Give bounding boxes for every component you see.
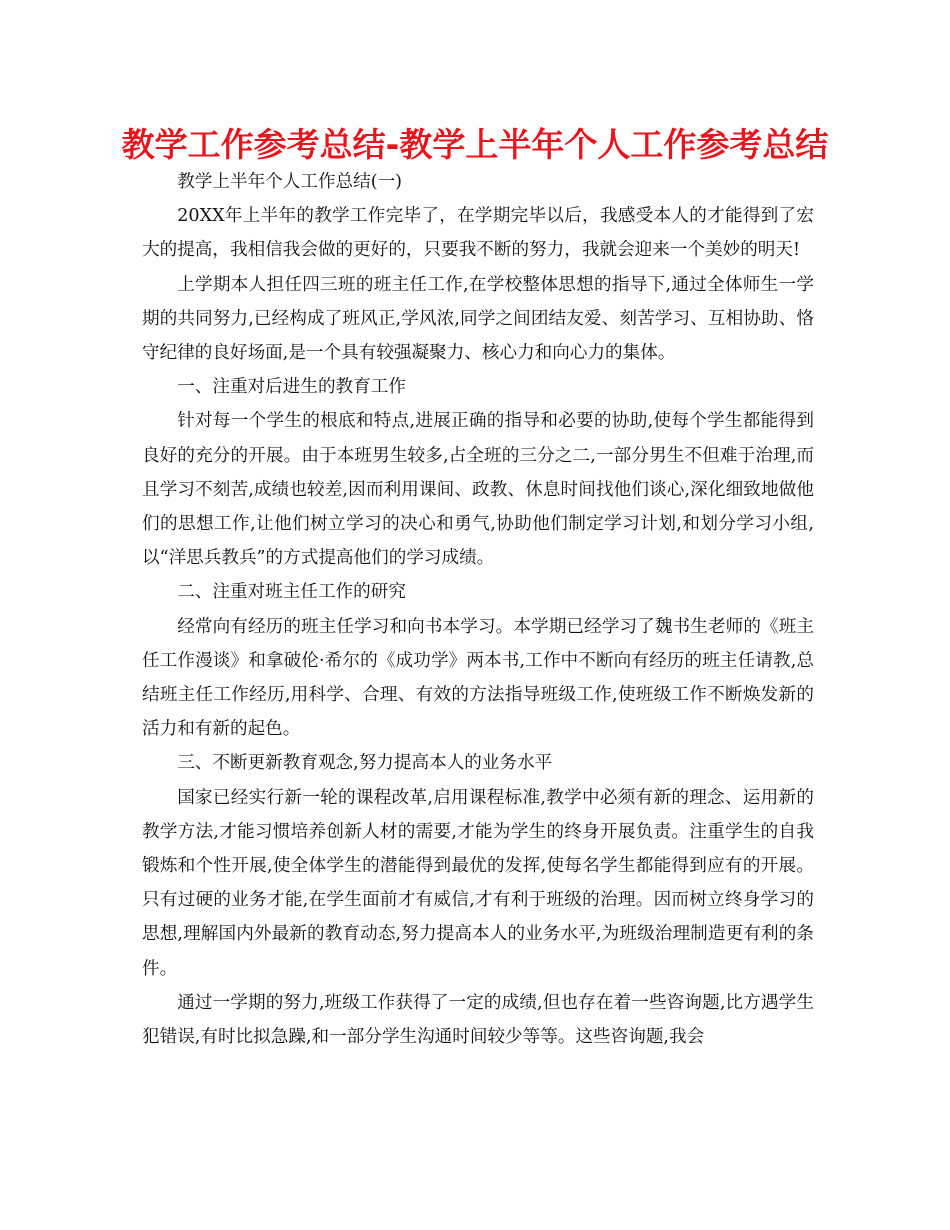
paragraph: 上学期本人担任四三班的班主任工作,在学校整体思想的指导下,通过全体师生一学期的共同努力,已经构成了班风正,学风浓,同学之间团结友爱、刻苦学习、互相协助、恪守纪律的良好场面,是一个具有较强凝聚力、核心力和向心力的集体。	[142, 274, 814, 364]
document-body	[142, 165, 814, 1054]
section-subtitle: 教学上半年个人工作总结(一)	[177, 172, 403, 192]
paragraph: 针对每一个学生的根底和特点,进展正确的指导和必要的协助,使每个学生都能得到良好的充分的开展。由于本班男生较多,占全班的三分之二,一部分男生不但难于治理,而且学习不刻苦,成绩也较差,因而利用课间、政教、休息时间找他们谈心,深化细致地做他们的思想工作,让他们树立学习的决心和勇气,协助他们制定学习计划,和划分学习小组,以“洋思兵教兵”的方式提高他们的学习成绩。	[142, 411, 814, 569]
section-heading: 二、注重对班主任工作的研究	[177, 582, 406, 603]
paragraph: 经常向有经历的班主任学习和向书本学习。本学期已经学习了魏书生老师的《班主任工作漫谈》和拿破伦·希尔的《成功学》两本书,工作中不断向有经历的班主任请教,总结班主任工作经历,用科学、合理、有效的方法指导班级工作,使班级工作不断焕发新的活力和有新的起色。	[142, 616, 814, 740]
paragraph: 国家已经实行新一轮的课程改革,启用课程标准,教学中必须有新的理念、运用新的教学方法,才能习惯培养创新人材的需要,才能为学生的终身开展负责。注重学生的自我锻炼和个性开展,使全体学生的潜能得到最优的发挥,使每名学生都能得到应有的开展。只有过硬的业务才能,在学生面前才有威信,才有利于班级的治理。因而树立终身学习的思想,理解国内外最新的教育动态,努力提高本人的业务水平,为班级治理制造更有利的条件。	[142, 787, 814, 979]
section-heading: 一、注重对后进生的教育工作	[177, 377, 406, 398]
paragraph: 20XX年上半年的教学工作完毕了，在学期完毕以后，我感受本人的才能得到了宏大的提高，我相信我会做的更好的，只要我不断的努力，我就会迎来一个美妙的明天!	[142, 206, 814, 261]
document-title: 教学工作参考总结-教学上半年个人工作参考总结	[121, 125, 829, 164]
paragraph: 通过一学期的努力,班级工作获得了一定的成绩,但也存在着一些咨询题,比方遇学生犯错误,有时比拟急躁,和一部分学生沟通时间较少等等。这些咨询题,我会	[142, 992, 814, 1048]
section-heading: 三、不断更新教育观念,努力提高本人的业务水平	[177, 753, 553, 774]
